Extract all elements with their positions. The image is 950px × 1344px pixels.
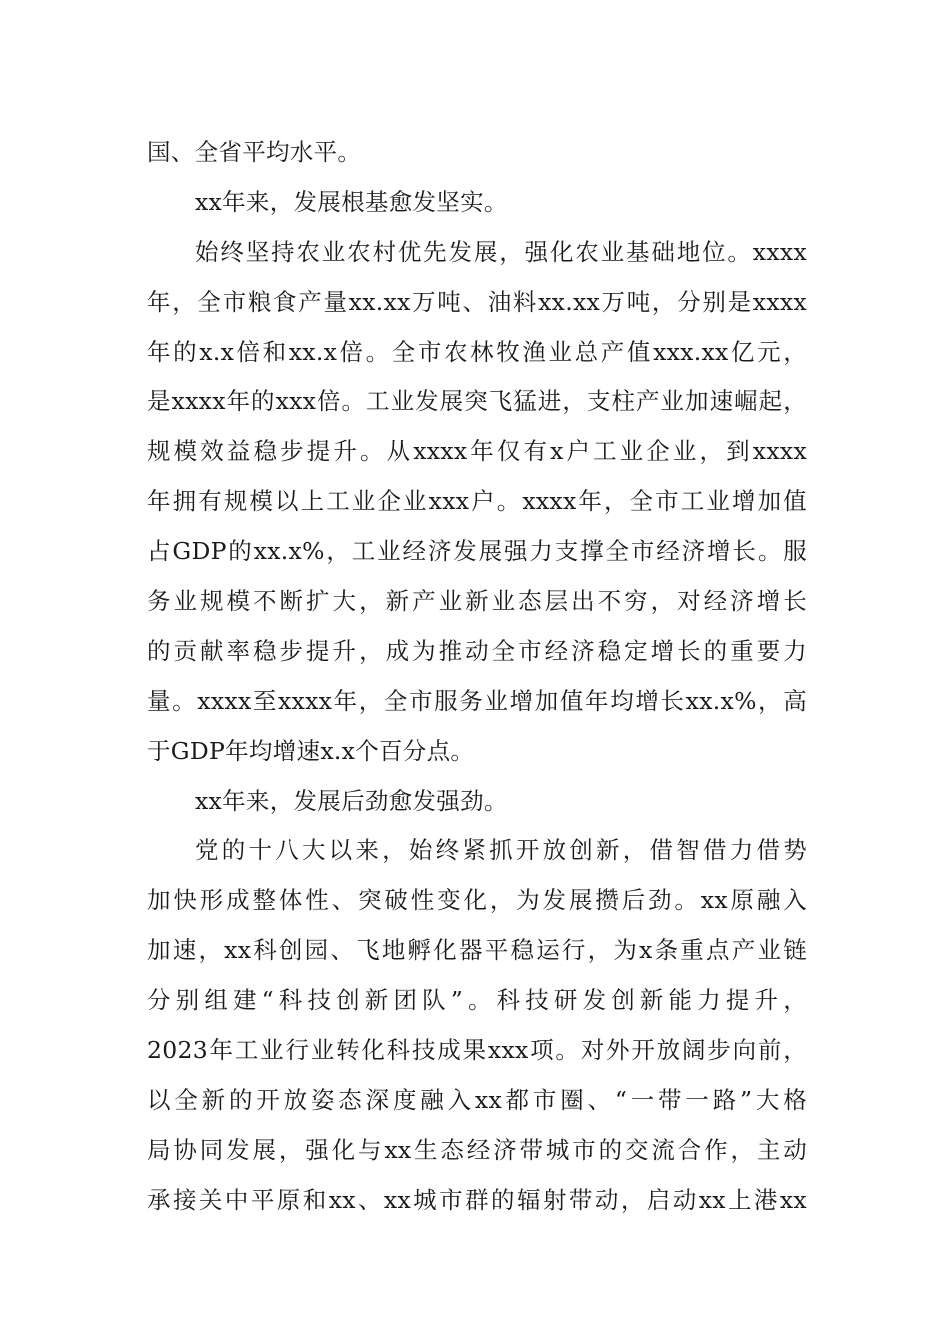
text-line: 量。xxxx至xxxx年，全市服务业增加值年均增长xx.x%，高	[147, 686, 807, 715]
section-heading-line: xx年来，发展根基愈发坚实。	[195, 187, 508, 216]
text-line: 以全新的开放姿态深度融入xx都市圈、“一带一路”大格	[147, 1085, 807, 1114]
text-line: 务业规模不断扩大，新产业新业态层出不穷，对经济增长	[147, 587, 807, 616]
text-line: 2023年工业行业转化科技成果xxx项。对外开放阔步向前，	[147, 1036, 807, 1065]
text-line: 于GDP年均增速x.x个百分点。	[147, 736, 475, 765]
text-line: 年的x.x倍和xx.x倍。全市农林牧渔业总产值xxx.xx亿元，	[147, 337, 807, 366]
text-line: 年拥有规模以上工业企业xxx户。xxxx年，全市工业增加值	[147, 487, 807, 516]
text-line: 加速，xx科创园、飞地孵化器平稳运行，为x条重点产业链	[147, 936, 807, 965]
body-text	[147, 128, 807, 1226]
text-line: 年，全市粮食产量xx.xx万吨、油料xx.xx万吨，分别是xxxx	[147, 287, 807, 316]
text-line: 始终坚持农业农村优先发展，强化农业基础地位。xxxx	[195, 237, 807, 266]
text-line: 加快形成整体性、突破性变化，为发展攒后劲。xx原融入	[147, 886, 807, 915]
text-line: 分别组建“科技创新团队”。科技研发创新能力提升，	[147, 986, 807, 1015]
text-line: 的贡献率稳步提升，成为推动全市经济稳定增长的重要力	[147, 636, 807, 665]
text-line: 规模效益稳步提升。从xxxx年仅有x户工业企业，到xxxx	[147, 437, 807, 466]
text-line: 承接关中平原和xx、xx城市群的辐射带动，启动xx上港xx	[147, 1185, 807, 1214]
section-heading-line: xx年来，发展后劲愈发强劲。	[195, 786, 508, 815]
text-line: 是xxxx年的xxx倍。工业发展突飞猛进，支柱产业加速崛起，	[147, 387, 807, 416]
text-line: 党的十八大以来，始终紧抓开放创新，借智借力借势	[195, 836, 807, 865]
text-line: 国、全省平均水平。	[147, 138, 362, 166]
text-line: 局协同发展，强化与xx生态经济带城市的交流合作，主动	[147, 1135, 807, 1164]
text-line: 占GDP的xx.x%，工业经济发展强力支撑全市经济增长。服	[147, 537, 807, 566]
